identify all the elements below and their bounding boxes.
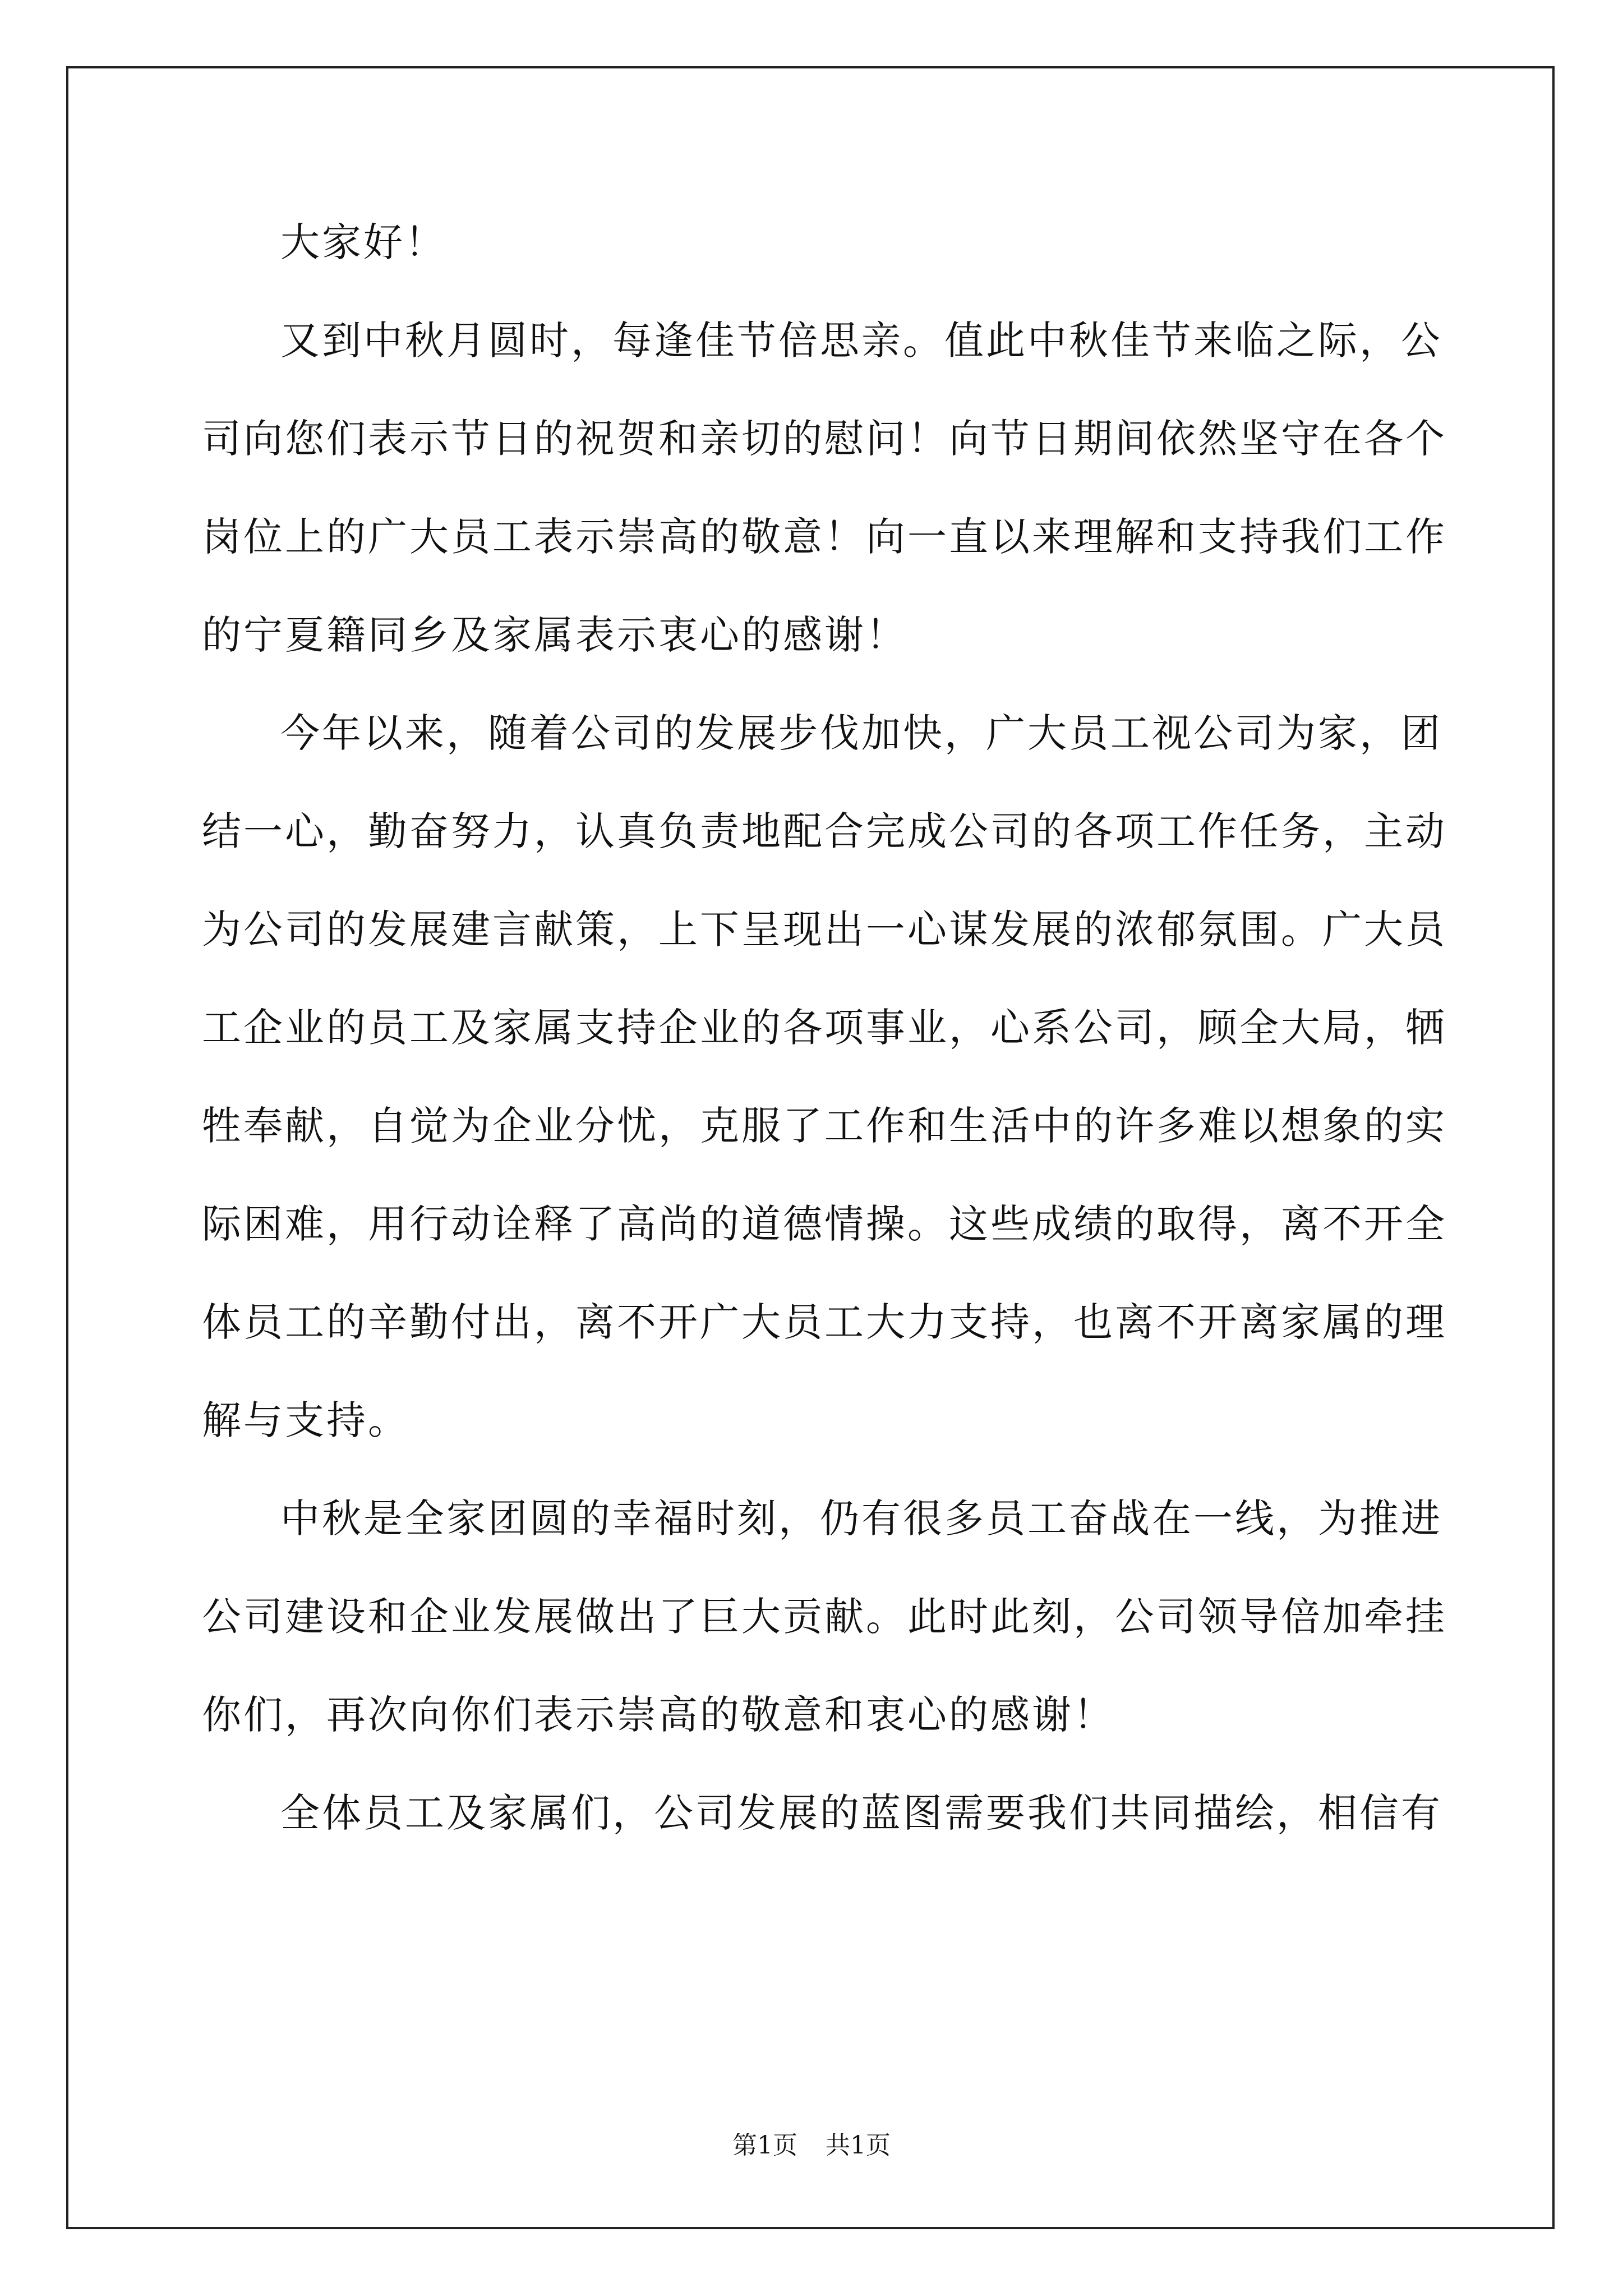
text-line: 你们，再次向你们表示崇高的敬意和衷心的感谢！: [202, 1692, 1115, 1738]
text-line: 又到中秋月圆时，每逢佳节倍思亲。值此中秋佳节来临之际，公: [280, 318, 1442, 364]
page-number: 第1页: [732, 2131, 797, 2160]
text-line: 际困难，用行动诠释了高尚的道德情操。这些成绩的取得，离不开全: [202, 1201, 1447, 1247]
text-line: 工企业的员工及家属支持企业的各项事业，心系公司，顾全大局，牺: [202, 1005, 1447, 1051]
text-line: 全体员工及家属们，公司发展的蓝图需要我们共同描绘，相信有: [280, 1790, 1442, 1836]
text-line: 为公司的发展建言献策，上下呈现出一心谋发展的浓郁氛围。广大员: [202, 907, 1447, 953]
text-line: 岗位上的广大员工表示崇高的敬意！向一直以来理解和支持我们工作: [202, 514, 1447, 560]
text-line: 公司建设和企业发展做出了巨大贡献。此时此刻，公司领导倍加牵挂: [202, 1594, 1447, 1640]
text-line: 解与支持。: [202, 1397, 409, 1443]
text-line: 的宁夏籍同乡及家属表示衷心的感谢！: [202, 612, 907, 658]
text-line: 今年以来，随着公司的发展步伐加快，广大员工视公司为家，团: [280, 710, 1442, 756]
document-body: [202, 194, 1447, 1862]
text-line: 司向您们表示节日的祝贺和亲切的慰问！向节日期间依然坚守在各个: [202, 416, 1447, 462]
text-line: 中秋是全家团圆的幸福时刻，仍有很多员工奋战在一线，为推进: [280, 1496, 1442, 1542]
text-line: 牲奉献，自觉为企业分忧，克服了工作和生活中的许多难以想象的实: [202, 1103, 1447, 1149]
text-line: 结一心，勤奋努力，认真负责地配合完成公司的各项工作任务，主动: [202, 808, 1447, 854]
text-line: 体员工的辛勤付出，离不开广大员工大力支持，也离不开离家属的理: [202, 1299, 1447, 1345]
page-total: 共1页: [826, 2131, 891, 2160]
text-line: 大家好！: [280, 219, 446, 265]
page-footer: [0, 2129, 1623, 2162]
